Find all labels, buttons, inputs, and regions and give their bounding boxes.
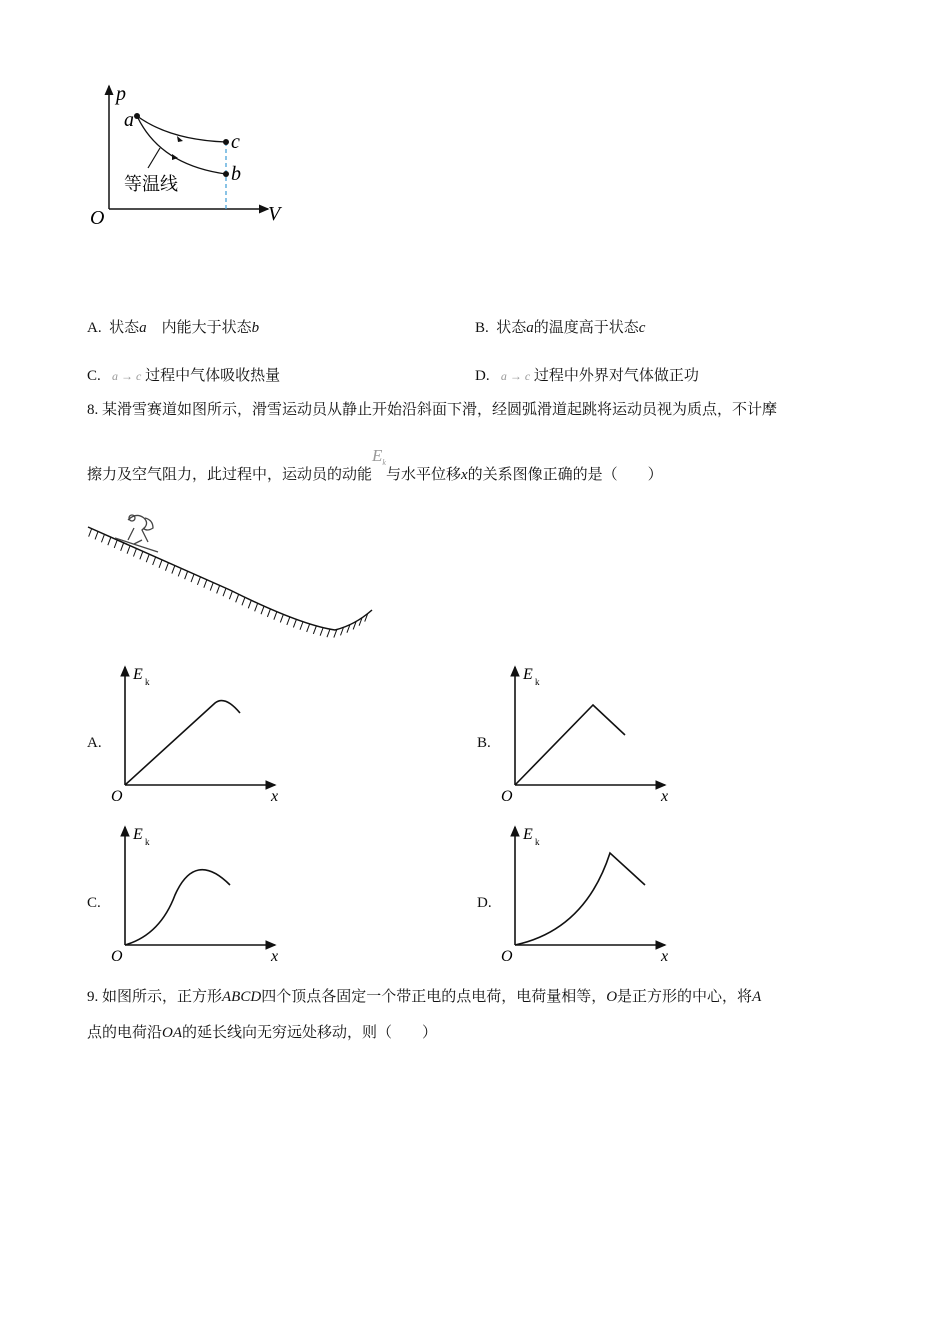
text: 点的电荷沿 (87, 1025, 163, 1041)
option-letter: B. (475, 320, 489, 336)
v-axis-label: V (268, 203, 281, 225)
var: A (752, 989, 762, 1005)
option-text: 状态 (496, 320, 527, 336)
option-text: 过程中气体吸收热量 (145, 368, 281, 384)
graph-option-letter[interactable]: D. (477, 895, 492, 911)
var: O (606, 989, 618, 1005)
y-label: E (523, 826, 533, 843)
point-b-label: b (231, 163, 241, 185)
option-letter: A. (87, 320, 102, 336)
point-a-label: a (124, 109, 134, 131)
var-x: x (460, 467, 468, 483)
graph-option-letter[interactable]: B. (477, 735, 491, 751)
text: 是正方形的中心，将 (617, 989, 753, 1005)
option-text: 内能大于状态 (161, 320, 252, 336)
y-label: E (133, 666, 143, 683)
ek-sub: k (382, 458, 386, 468)
var: ABCD (222, 989, 262, 1005)
q9-stem-line2 (87, 1023, 437, 1043)
ek-curve (515, 853, 645, 945)
var: b (251, 320, 260, 336)
text: 的延长线向无穷远处移动，则（ ） (182, 1025, 438, 1041)
text: 擦力及空气阻力，此过程中，运动员的动能 (87, 467, 373, 483)
option-text: 的温度高于状态 (533, 320, 639, 336)
y-label: E (523, 666, 533, 683)
q9-stem-line1 (87, 987, 761, 1007)
p-axis-label: p (116, 83, 126, 105)
var: a (139, 320, 147, 336)
x-label: x (661, 788, 669, 805)
isotherm-label: 等温线 (124, 174, 178, 194)
y-label-sub: k (145, 837, 150, 847)
process-label: a → c (112, 369, 142, 383)
text: 与水平位移 (385, 467, 461, 483)
text: 四个顶点各固定一个带正电的点电荷，电荷量相等， (261, 989, 607, 1005)
origin-label: O (501, 948, 513, 965)
option-text: 过程中外界对气体做正功 (533, 368, 699, 384)
y-label-sub: k (145, 677, 150, 687)
x-label: x (661, 948, 669, 965)
text: 的关系图像正确的是（ ） (467, 467, 663, 483)
y-label-sub: k (535, 677, 540, 687)
ek-e: E (372, 446, 383, 465)
var: a (526, 320, 534, 336)
x-label: x (271, 948, 279, 965)
y-label: E (133, 826, 143, 843)
graph-option-letter[interactable]: C. (87, 895, 101, 911)
option-text: 状态 (109, 320, 140, 336)
var: c (638, 320, 646, 336)
q8-stem-line1: 8. 某滑雪赛道如图所示，滑雪运动员从静止开始沿斜面下滑，经圆弧滑道起跳将运动员视为质点，不计摩 (87, 402, 778, 418)
origin-label: O (90, 207, 105, 229)
process-label: a → c (500, 369, 531, 383)
origin-label: O (501, 788, 513, 805)
origin-label: O (111, 788, 123, 805)
text: 9. 如图所示，正方形 (87, 989, 223, 1005)
option-letter: C. (87, 368, 101, 384)
origin-label: O (111, 948, 123, 965)
option-letter: D. (475, 368, 490, 384)
var: OA (162, 1025, 183, 1041)
x-label: x (271, 788, 279, 805)
point-c-label: c (231, 131, 240, 153)
graph-option-letter[interactable]: A. (87, 735, 102, 751)
y-label-sub: k (535, 837, 540, 847)
